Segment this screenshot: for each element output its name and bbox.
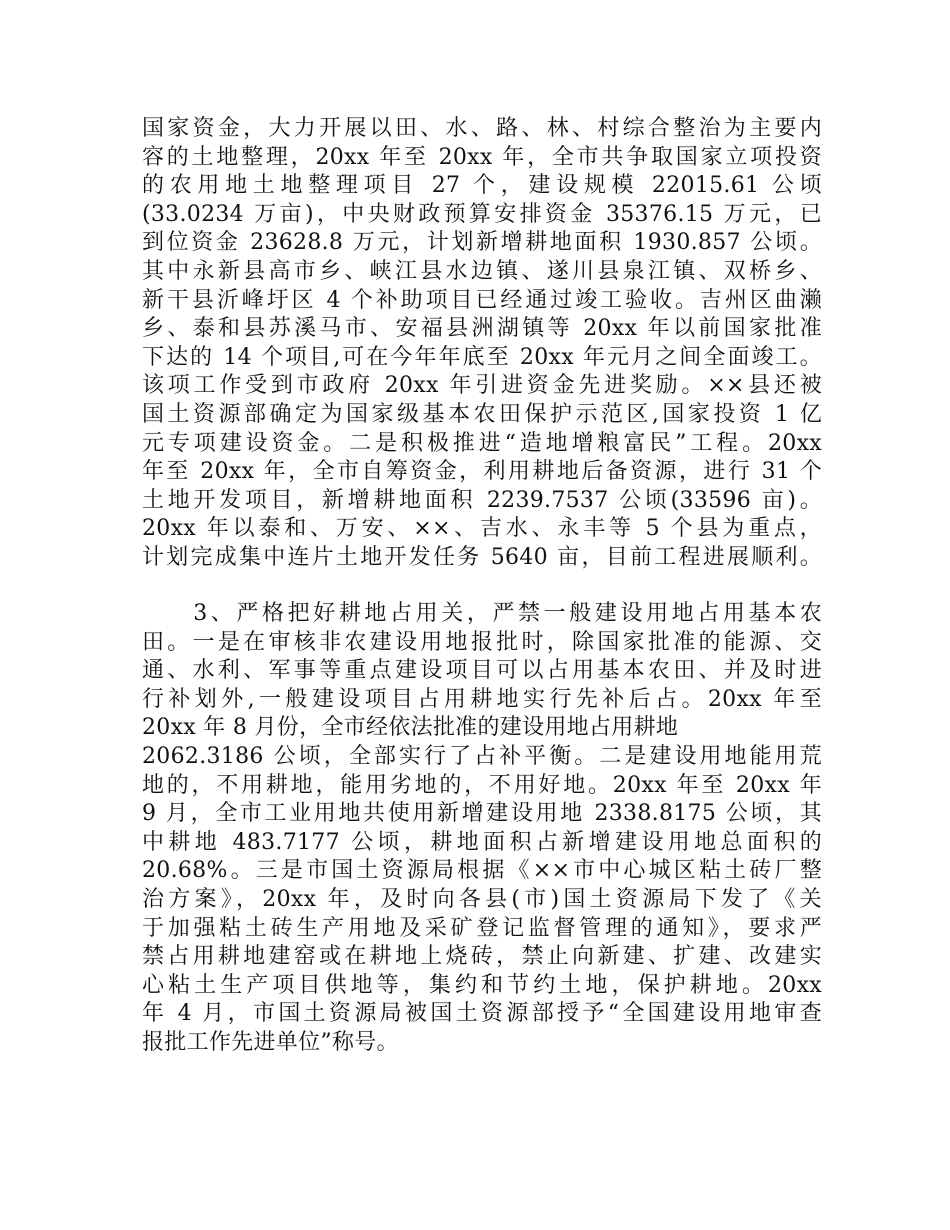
paragraph-land-consolidation [142,115,822,573]
text-line: 心粘土生产项目供地等，集约和节约土地，保护耕地。20xx [142,972,822,998]
text-line: 2062.3186 公顷，全部实行了占补平衡。二是建设用地能用荒 [142,743,822,769]
text-line: 治方案》，20xx 年，及时向各县(市)国土资源局下发了《关 [142,886,822,912]
text-line: 该项工作受到市政府 20xx 年引进资金先进奖励。××县还被 [142,373,822,399]
text-line: 田。一是在审核非农建设用地报批时，除国家批准的能源、交 [142,629,822,655]
text-line: 年 4 月，市国土资源局被国土资源部授予“全国建设用地审查 [142,1001,822,1027]
text-line: 乡、泰和县苏溪马市、安福县洲湖镇等 20xx 年以前国家批准 [142,316,822,342]
text-line: 20xx 年以泰和、万安、××、吉水、永丰等 5 个县为重点， [142,516,822,542]
text-line: 国家资金，大力开展以田、水、路、林、村综合整治为主要内 [142,116,822,141]
text-line: 其中永新县高市乡、峡江县水边镇、遂川县泉江镇、双桥乡、 [142,258,822,284]
text-line: 报批工作先进单位”称号。 [142,1029,399,1055]
text-line: 20.68%。三是市国土资源局根据《××市中心城区粘土砖厂整 [142,858,822,884]
text-line: 20xx 年 8 月份，全市经依法批准的建设用地占用耕地 [142,715,679,741]
text-line: 地的，不用耕地，能用劣地的，不用好地。20xx 年至 20xx 年 [142,772,822,798]
text-line: 到位资金 23628.8 万元，计划新增耕地面积 1930.857 公顷。 [142,230,822,256]
text-line: 的农用地土地整理项目 27 个，建设规模 22015.61 公顷 [142,173,822,199]
text-line: 禁占用耕地建窑或在耕地上烧砖，禁止向新建、扩建、改建实 [142,944,822,970]
text-line: 通、水利、军事等重点建设项目可以占用基本农田、并及时进 [142,658,822,684]
text-line: 新干县沂峰圩区 4 个补助项目已经通过竣工验收。吉州区曲濑 [142,287,822,313]
text-line: 3、严格把好耕地占用关，严禁一般建设用地占用基本农 [142,601,822,626]
text-line: 于加强粘土砖生产用地及采矿登记监督管理的通知》，要求严 [142,915,822,941]
text-line: 元专项建设资金。二是积极推进“造地增粮富民”工程。20xx [142,430,822,456]
text-line: 中耕地 483.7177 公顷，耕地面积占新增建设用地总面积的 [142,829,822,855]
text-line: 行补划外,一般建设项目占用耕地实行先补后占。20xx 年至 [142,686,822,712]
text-line: 国土资源部确定为国家级基本农田保护示范区,国家投资 1 亿 [142,401,822,427]
text-line: 计划完成集中连片土地开发任务 5640 亩，目前工程进展顺利。 [142,544,822,570]
text-line: 土地开发项目，新增耕地面积 2239.7537 公顷(33596 亩)。 [142,487,822,513]
paragraph-farmland-protection [142,600,822,1058]
text-line: (33.0234 万亩)，中央财政预算安排资金 35376.15 万元，已 [142,201,822,227]
text-line: 容的土地整理，20xx 年至 20xx 年，全市共争取国家立项投资 [142,144,822,170]
text-line: 年至 20xx 年，全市自筹资金，利用耕地后备资源，进行 31 个 [142,459,822,485]
text-line: 9 月，全市工业用地共使用新增建设用地 2338.8175 公顷，其 [142,801,822,827]
text-line: 下达的 14 个项目,可在今年年底至 20xx 年元月之间全面竣工。 [142,344,822,370]
